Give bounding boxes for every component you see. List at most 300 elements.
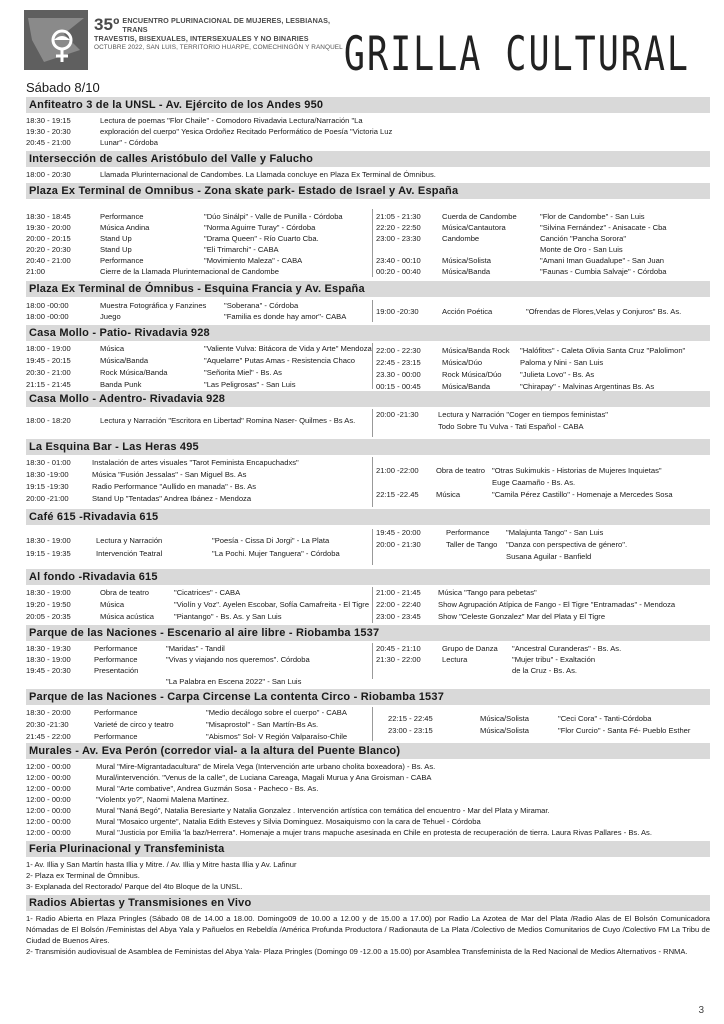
event-description: "Movimiento Maleza" - CABA [204,256,303,265]
event-description: "Malajunta Tango" - San Luis [506,528,604,537]
fair-location-text: 2- Plaza ex Terminal de Ómnibus. [26,871,140,880]
event-type: Música/Banda Rock [442,346,510,355]
event-time: 18:30 - 19:00 [26,655,71,664]
column-divider [372,707,373,741]
event-time: 19:15 -19:30 [26,482,69,491]
event-time: 18:30 - 18:45 [26,212,71,221]
section-title: Parque de las Naciones - Escenario al aire libre - Riobamba 1537 [26,625,710,641]
event-time: 19:45 - 20:30 [26,666,71,675]
event-type: Muestra Fotográfica y Fanzines [100,301,207,310]
event-time: 20:45 - 21:00 [26,138,71,147]
section-title: Parque de las Naciones - Carpa Circense La contenta Circo - Riobamba 1537 [26,689,710,705]
schedule-row [26,676,301,687]
event-time: 18:00 - 19:00 [26,344,71,353]
schedule-row [26,794,710,805]
event-description: "Mujer tribu" - Exaltación [512,655,596,664]
schedule-row [26,772,710,783]
event-time [376,244,442,255]
schedule-row [376,266,667,277]
section-body [26,857,710,895]
section-body [26,759,710,841]
event-time: 18:00 -00:00 [26,301,69,310]
section-body [26,705,710,743]
schedule-row [26,367,282,378]
event-description: Mural "Arte combative", Andrea Guzmán Sosa - Pacheco - Bs. As. [96,784,319,793]
event-description: Lunar" - Córdoba [100,138,158,147]
schedule-row [376,357,603,368]
schedule-row [26,126,710,137]
schedule-row [376,465,662,476]
schedule-row [388,713,651,724]
event-time: 19:00 -20:30 [376,307,419,316]
section-body [26,585,710,625]
event-time: 12:00 - 00:00 [26,817,71,826]
event-type: Lectura y Narración [96,536,163,545]
schedule-row [26,707,347,718]
event-type: Performance [94,708,138,717]
schedule-row [376,527,603,538]
schedule-row [376,643,621,654]
event-time: 19:15 - 19:35 [26,549,71,558]
event-type: Intervención Teatral [96,549,163,558]
event-type: Música/Solista [480,726,529,735]
event-type: Obra de teatro [100,588,149,597]
schedule-row [26,587,240,598]
event-time: 18:30 - 19:30 [26,644,71,653]
schedule-row [26,379,296,390]
schedule-row [26,665,166,676]
section-title: Plaza Ex Terminal de Ómnibus - Esquina Francia y Av. España [26,281,710,297]
event-description: Música "Fusión Jessalas" - San Miguel Bs. As [92,470,247,479]
event-time: 22:45 - 23:15 [376,358,421,367]
event-description: "La Pochi. Mujer Tanguera" - Córdoba [212,549,340,558]
section-body [26,199,710,281]
event-description: "Vivas y viajando nos queremos". Córdoba [166,655,310,664]
schedule-row [26,355,355,366]
section-title: Plaza Ex Terminal de Omnibus - Zona skate park- Estado de Israel y Av. España [26,183,710,199]
event-description: "Flor de Candombe" - San Luis [540,212,645,221]
schedule-row [376,255,664,266]
event-type: Performance [100,256,144,265]
event-time: 20:30 - 21:00 [26,368,71,377]
event-type: Stand Up [100,234,132,243]
event-time: 19:20 - 19:50 [26,600,71,609]
event-description: "Faunas - Cumbia Salvaje" - Córdoba [540,267,667,276]
event-description: Monte de Oro - San Luis [540,245,623,254]
column-divider [372,529,373,565]
event-description: "Norma Aguirre Turay" - Córdoba [204,223,316,232]
event-time [376,421,438,432]
schedule-row [26,761,710,772]
event-description: "Aquelarre" Putas Amas - Resistencia Chaco [204,356,356,365]
schedule-row [376,306,681,317]
event-type: Performance [94,732,138,741]
section-body [26,113,710,151]
event-time: 22:15 -22.45 [376,490,419,499]
event-description: "Las Peligrosas" - San Luis [204,380,296,389]
schedule-row [376,587,537,598]
event-type [94,676,166,687]
event-description: "Silvina Fernández" - Anisacate - Cba [540,223,667,232]
schedule-row [26,805,710,816]
event-time: 21:00 [26,267,46,276]
schedule-row [26,169,710,180]
section-title: Murales - Av. Eva Perón (corredor vial- a la altura del Puente Blanco) [26,743,710,759]
schedule-row [26,115,710,126]
section-body [26,297,710,325]
event-description: Música "Tango para pebetas" [438,588,537,597]
schedule-row [376,539,627,550]
event-type: Performance [446,528,490,537]
event-type: Música acústica [100,612,155,621]
event-time: 19:30 - 20:00 [26,223,71,232]
event-description: "La Palabra en Escena 2022" - San Luis [166,677,302,686]
event-type: Banda Punk [100,380,142,389]
radio-paragraph-1: 1- Radio Abierta en Plaza Pringles (Sábado 08 de 14.00 a 18.00. Domingo09 de 10.00 a 12.00 y de 15.00 a 17.00) por Radio La Azotea de Mar del Plata /Radio Alas de El Bolsón Comunicadora Nómadas de El Bolsón /Feministas del Abya Yala y Pañuelos en Rebeldía /América Profunda Productora / Radionauta de La Plata /Colectivo de Medios Comunitarios de Cuyo /Colectivo FM La Tribu de Ciudad de Buenos Aires. [26,914,710,945]
event-time: 18:30 - 19:00 [26,536,71,545]
event-time: 23:00 - 23:45 [376,612,421,621]
event-type: Obra de teatro [436,466,485,475]
event-time: 00:20 - 00:40 [376,267,421,276]
section-title: Casa Mollo - Adentro- Rivadavia 928 [26,391,710,407]
event-time: 21:00 -22:00 [376,466,419,475]
event-time: 23:00 - 23:15 [388,726,433,735]
schedule-row [26,535,329,546]
event-time: 20:00 -21:00 [26,494,69,503]
schedule-content [26,97,710,960]
event-time: 20:20 - 20:30 [26,245,71,254]
event-time: 20:30 -21:30 [26,720,69,729]
schedule-row [26,611,282,622]
event-type: Performance [94,655,138,664]
event-time: 00:15 - 00:45 [376,382,421,391]
event-description: Canción "Pancha Sorora" [540,234,627,243]
event-time: 12:00 - 00:00 [26,784,71,793]
schedule-row [26,783,710,794]
event-type: Música [100,344,125,353]
fair-location [26,859,710,870]
section-title: Feria Plurinacional y Transfeminista [26,841,710,857]
schedule-row [26,469,246,480]
event-description: Euge Caamaño - Bs. As. [492,478,576,487]
feminist-symbol-icon [24,10,88,70]
event-description: "Medio decálogo sobre el cuerpo" - CABA [206,708,347,717]
event-type [446,551,506,562]
event-type: Cuerda de Candombe [442,212,517,221]
event-header-text [94,16,343,52]
event-time: 19:45 - 20:15 [26,356,71,365]
event-description: "Cicatrices" - CABA [174,588,241,597]
schedule-row [26,654,310,665]
event-time: 18:00 -00:00 [26,312,69,321]
event-time [376,477,436,488]
event-description: Mural/intervención. "Venus de la calle", de Luciana Careaga, Magali Murua y Ana Groisman - CABA [96,773,432,782]
schedule-row [376,477,575,488]
event-time [376,665,442,676]
section-body [26,641,710,689]
event-description: "Valiente Vulva: Bitácora de Vida y Arte" Mendoza [204,344,372,353]
schedule-row [376,233,626,244]
event-time: 23:40 - 00:10 [376,256,421,265]
schedule-row [376,409,608,420]
event-description: Mural "Mire-Migrantadacultura" de Mirela Vega (Intervención arte urbano cholita boxeadora) - Bs. As. [96,762,436,771]
event-time: 21:30 - 22:00 [376,655,421,664]
event-description: "Familia es donde hay amor"- CABA [224,312,347,321]
schedule-row [26,300,298,311]
event-time: 21:05 - 21:30 [376,212,421,221]
event-logo [24,10,88,70]
event-description: "Poesía - Cissa Di Jorgi" - La Plata [212,536,330,545]
schedule-row [26,233,319,244]
date-heading: Sábado 8/10 [26,80,100,95]
event-description: Instalación de artes visuales "Tarot Feminista Encapuchadxs" [92,458,299,467]
event-description: Show Agrupación Atípica de Fango - El Tigre "Entramadas" - Mendoza [438,600,676,609]
event-description: Show "Celeste Gonzalez" Mar del Plata y El Tigre [438,612,606,621]
event-time: 23.30 - 00:00 [376,370,421,379]
event-time [26,676,94,687]
event-description: "Ancestral Curanderas" - Bs. As. [512,644,622,653]
header-line-1: ENCUENTRO PLURINACIONAL DE MUJERES, LESBIANAS, TRANS [122,16,331,34]
schedule-row [26,343,372,354]
event-time: 23:00 - 23:30 [376,234,421,243]
event-description: "Otras Sukimukis - Historias de Mujeres Inquietas" [492,466,662,475]
event-type: Música Andina [100,223,150,232]
event-type: Música/Cantautora [442,223,506,232]
event-time: 22:00 - 22:40 [376,600,421,609]
event-time: 19:45 - 20:00 [376,528,421,537]
schedule-row [26,211,343,222]
column-divider [372,409,373,437]
event-description: exploración del cuerpo" Yesica Ordoñez Recitado Performático de Poesía "Victoria Luz [100,127,393,136]
page-title: GRILLA CULTURAL [343,28,690,82]
event-description: Radio Performance "Aullido en manada" - Bs. As [92,482,257,491]
event-time: 18:00 - 18:20 [26,416,71,425]
event-type: Música/Solista [442,256,491,265]
section-title: Radios Abiertas y Transmisiones en Vivo [26,895,710,911]
fair-location [26,881,710,892]
event-type: Taller de Tango [446,540,498,549]
schedule-row [376,599,675,610]
event-description: Susana Aguilar - Banfield [506,552,592,561]
event-time: 18:30 - 01:00 [26,458,71,467]
event-type: Música/Dúo [442,358,483,367]
schedule-row [26,816,710,827]
event-type: Rock Música/Banda [100,368,168,377]
event-description: Llamada Plurinternacional de Candombes. La Llamada concluye en Plaza Ex Terminal de Ómnibus. [100,170,436,179]
event-description: "Misaprostol" - San Martín-Bs As. [206,720,319,729]
schedule-row [26,222,315,233]
event-time: 20:00 - 21:30 [376,540,421,549]
schedule-row [376,611,605,622]
column-divider [372,587,373,623]
event-description: "Ceci Cora" - Tanti-Córdoba [558,714,652,723]
section-body [26,167,710,183]
section-body [26,407,710,439]
event-description: Stand Up "Tentadas" Andrea Ibánez - Mendoza [92,494,252,503]
event-description: "Maridas" - Tandil [166,644,225,653]
schedule-row [376,244,623,255]
column-divider [372,209,373,277]
event-time: 18:30 - 20:00 [26,708,71,717]
event-time [376,551,446,562]
column-divider [372,343,373,389]
event-description: "Ofrendas de Flores,Velas y Conjuros" Bs. As. [526,307,682,316]
schedule-row [26,255,302,266]
event-description: "Abismos" Sol- V Región Valparaíso-Chile [206,732,348,741]
schedule-row [26,457,299,468]
event-type: Stand Up [100,245,132,254]
event-description: "Violín y Voz". Ayelen Escobar, Sofía Camafreita - El Tigre [174,600,370,609]
section-body [26,455,710,509]
schedule-row [26,643,225,654]
event-description: de la Cruz - Bs. As. [512,666,577,675]
schedule-row [26,548,340,559]
column-divider [372,457,373,507]
event-description: "Violentx yo?", Naomi Malena Martinez. [96,795,230,804]
schedule-row [376,369,594,380]
event-type: Música [436,490,461,499]
event-time: 20:05 - 20:35 [26,612,71,621]
event-description: "Danza con perspectiva de género". [506,540,628,549]
event-description: "Eli Trimarchi" - CABA [204,245,279,254]
schedule-row [26,481,256,492]
schedule-row [26,731,347,742]
event-time: 12:00 - 00:00 [26,795,71,804]
event-type: Rock Música/Dúo [442,370,502,379]
header-line-2: TRAVESTIS, BISEXUALES, INTERSEXUALES Y NO BINARIES [94,34,309,43]
event-type: Presentación [94,666,139,675]
event-type [442,665,512,676]
schedule-row [26,599,369,610]
event-description: "Flor Curcio" - Santa Fé- Pueblo Esther [558,726,691,735]
event-time: 20:00 -21:30 [376,410,419,419]
event-description: "Soberana" - Córdoba [224,301,299,310]
section-title: Al fondo -Rivadavia 615 [26,569,710,585]
event-description: Paloma y Nini - San Luis [520,358,604,367]
event-time: 12:00 - 00:00 [26,828,71,837]
event-type: Música/Banda [100,356,149,365]
event-time: 18:00 - 20:30 [26,170,71,179]
event-type: Candombe [442,234,480,243]
edition-number: 35º [94,15,120,34]
event-description: "Señorita Miel" - Bs. As [204,368,282,377]
schedule-row [26,244,279,255]
event-type: Varieté de circo y teatro [94,720,174,729]
event-description: Lectura de poemas "Flor Chaile" - Comodoro Rivadavia Lectura/Narración "La [100,116,363,125]
event-description: Lectura y Narración "Coger en tiempos feministas" [438,410,608,419]
schedule-row [376,421,584,432]
section-title: Anfiteatro 3 de la UNSL - Av. Ejército de los Andes 950 [26,97,710,113]
radio-paragraph-2: 2- Transmisión audiovisual de Asamblea de Feministas del Abya Yala- Plaza Pringles (Domingo 09 -12.00 a 15.00) por Asamblea Transfeminista de la Red Nacional de Medios Alternativos - RNMA. [26,947,688,956]
event-description: "Julieta Lovo" - Bs. As [520,370,595,379]
schedule-row [376,211,645,222]
schedule-row [26,137,710,148]
section-title: Intersección de calles Aristóbulo del Valle y Falucho [26,151,710,167]
schedule-row [26,415,355,426]
event-description: "Drama Queen" - Río Cuarto Cba. [204,234,319,243]
page-header [24,10,700,80]
event-time: 12:00 - 00:00 [26,762,71,771]
schedule-row [26,719,318,730]
event-time: 19:30 - 20:30 [26,127,71,136]
event-type: Música/Solista [480,714,529,723]
section-body [26,525,710,569]
event-type: Performance [94,644,138,653]
event-description: "Camila Pérez Castillo" - Homenaje a Mercedes Sosa [492,490,673,499]
event-type: Grupo de Danza [442,644,498,653]
schedule-row [26,266,279,277]
section-body [26,911,710,960]
event-type [436,477,492,488]
event-type: Juego [100,312,121,321]
schedule-row [26,311,346,322]
event-description: Mural "Naná Begó", Natalia Beresiarte y Natalia Gonzalez . Intervención artística con temática del encuentro - Mar del Plata y Miramar. [96,806,550,815]
event-time: 12:00 - 00:00 [26,806,71,815]
event-type: Cierre de la Llamada Plurinternacional de Candombe [100,267,279,276]
event-type: Música [100,600,125,609]
event-time: 21:00 - 21:45 [376,588,421,597]
schedule-row [26,493,251,504]
event-time: 22:20 - 22:50 [376,223,421,232]
schedule-row [376,222,667,233]
schedule-row [376,381,654,392]
event-description: "Amani Iman Guadalupe" - San Juan [540,256,665,265]
header-line-3: OCTUBRE 2022, SAN LUIS, TERRITORIO HUARPE, COMECHINGÓN Y RANQUEL [94,44,343,51]
fair-location-text: 3- Explanada del Rectorado/ Parque del 4to Bloque de la UNSL. [26,882,243,891]
event-description: Todo Sobre Tu Vulva - Tati Español - CABA [438,422,584,431]
event-time: 21:45 - 22:00 [26,732,71,741]
event-time: 12:00 - 00:00 [26,773,71,782]
event-description: "Halófitxs" - Caleta Olivia Santa Cruz "Palolimon" [520,346,686,355]
section-title: Casa Mollo - Patio- Rivadavia 928 [26,325,710,341]
section-title: La Esquina Bar - Las Heras 495 [26,439,710,455]
event-type [442,244,540,255]
event-time: 18:30 - 19:15 [26,116,71,125]
column-divider [372,300,373,322]
schedule-row [376,654,595,665]
event-time: 20:40 - 21:00 [26,256,71,265]
event-time: 18:30 - 19:00 [26,588,71,597]
schedule-row [26,827,710,838]
schedule-row [376,489,673,500]
event-description: "Piantango" - Bs. As. y San Luis [174,612,282,621]
column-divider [372,643,373,679]
section-title: Café 615 -Rivadavia 615 [26,509,710,525]
fair-location [26,870,710,881]
section-body [26,341,710,391]
event-time: 18:30 -19:00 [26,470,69,479]
event-description: Mural "Justicia por Emilia 'la baz/Herrera". Homenaje a mujer trans mapuche asesinada en Chile en protesta de recuperación de tierra. Laura Rivas Pallares - Bs. As. [96,828,652,837]
fair-location-text: 1- Av. Illia y San Martín hasta Illia y Mitre. / Av. Illia y Mitre hasta Illia y Av. Lafinur [26,860,297,869]
event-description: "Chirapay" - Malvinas Argentinas Bs. As [520,382,655,391]
event-description: Lectura y Narración "Escritora en Libertad" Romina Naser- Quilmes - Bs As. [100,416,356,425]
event-type: Música/Banda [442,382,491,391]
schedule-row [376,345,685,356]
schedule-row [388,725,690,736]
event-type: Performance [100,212,144,221]
event-time: 20:00 - 20:15 [26,234,71,243]
event-description: "Dúo Sinálpi" - Valle de Punilla - Córdoba [204,212,343,221]
event-time: 20:45 - 21:10 [376,644,421,653]
schedule-row [376,665,577,676]
event-time: 22:00 - 22:30 [376,346,421,355]
event-type: Acción Poética [442,307,493,316]
event-description: Mural "Mosaico urgente", Natalia Edith Esteves y Silvia Dominguez. Mosaiquismo con la cara de Tehuel - Córdoba [96,817,481,826]
event-time: 22:15 - 22:45 [388,714,433,723]
event-type: Lectura [442,655,468,664]
event-time: 21:15 - 21:45 [26,380,71,389]
event-type: Música/Banda [442,267,491,276]
